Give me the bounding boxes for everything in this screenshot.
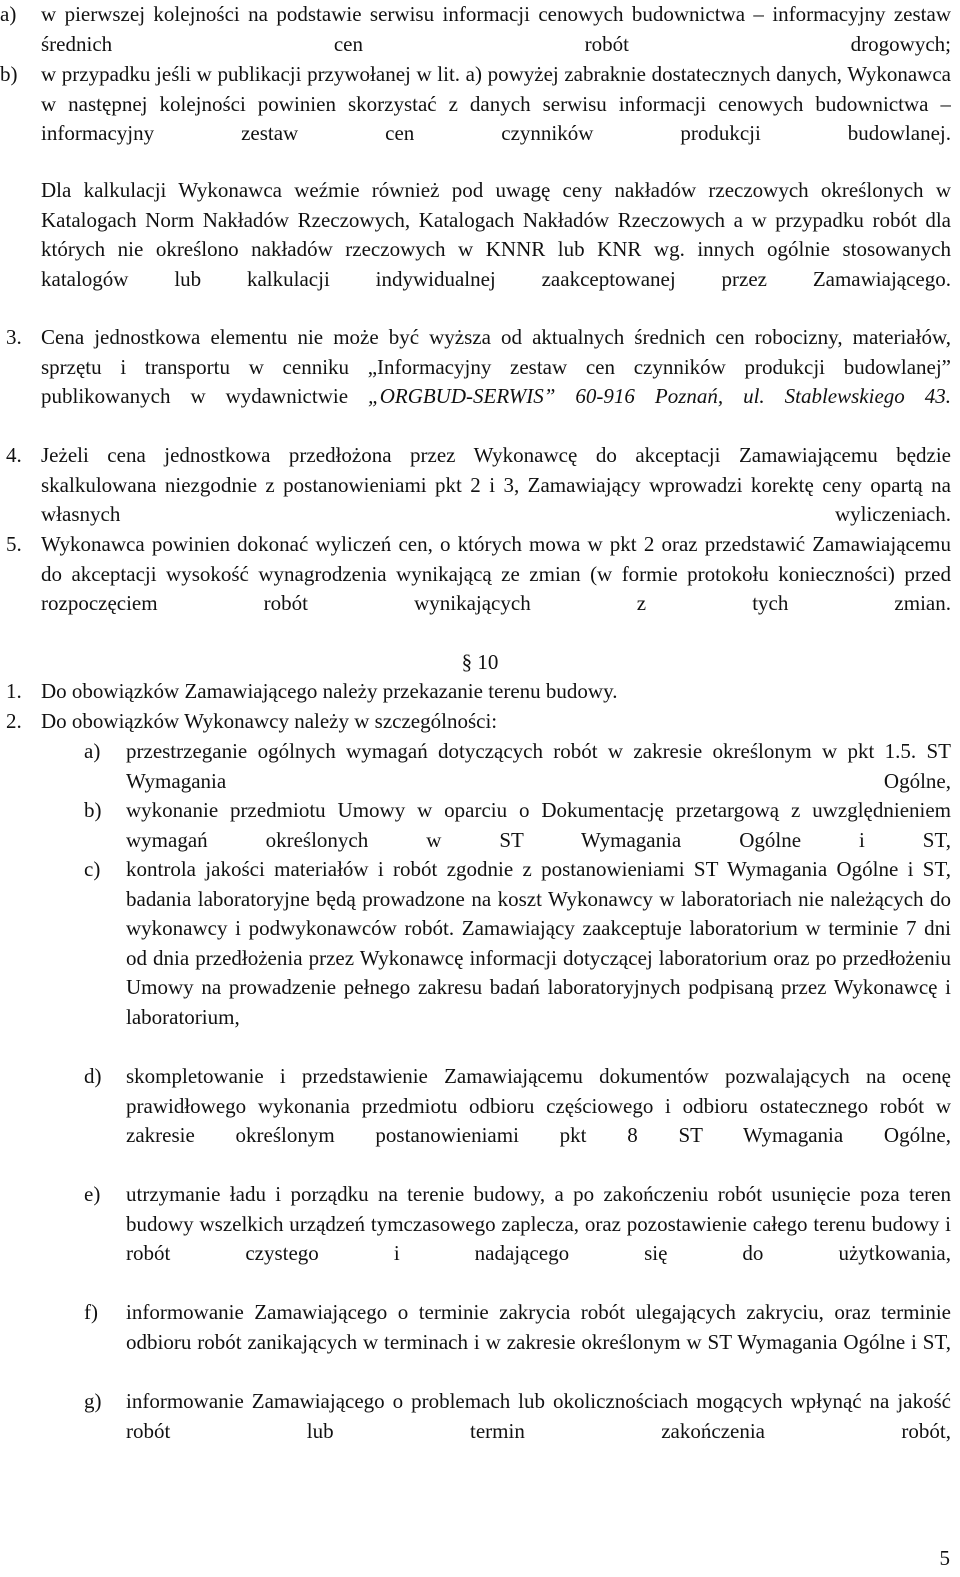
list-text: w przypadku jeśli w publikacji przywołanej w lit. a) powyżej zabraknie dostatecznych danych, Wykonawca w następnej kolejności powinien skorzystać z danych serwisu informacji cenowych budownictwa – informacyjny zestaw cen czynników produkcji budowlanej. [41,62,951,146]
list-label: g) [84,1389,102,1413]
item-text: Cena jednostkowa elementu nie może być wyższa od aktualnych średnich cen robocizny, materiałów, sprzętu i transportu w cenniku „Informacyjny zestaw cen czynników produkcji budowlanej” publikowanych w wydawnictwie „ORGBUD-SERWIS” 60-916 Poznań, ul. Stablewskiego 43. [41,325,951,409]
list-text: skompletowanie i przedstawienie Zamawiającemu dokumentów pozwalających na ocenę prawidłowego wykonania przedmiotu odbioru częściowego i odbioru ostatecznego robót w zakresie określonym postanowieniami pkt 8 ST Wymagania Ogólne, [126,1064,951,1148]
list-label: f) [84,1300,98,1324]
list-text: kontrola jakości materiałów i robót zgodnie z postanowieniami ST Wymagania Ogólne i ST, badania laboratoryjne będą prowadzone na koszt Wykonawcy w laboratoriach nie należących do wykonawcy i podwykonawców robót. Zamawiający zaakceptuje laboratorium w terminie 7 dni od dnia przedłożenia przez Wykonawcę informacji dotyczącej laboratorium oraz po przedłożeniu Umowy na prowadzenie pełnego zakresu badań laboratoryjnych podpisaną przez Wykonawcę i laboratorium, [126,857,951,1029]
list-label: e) [84,1182,101,1206]
item-number: 1. [6,679,22,703]
list-text: wykonanie przedmiotu Umowy w oparciu o Dokumentację przetargową z uwzględnieniem wymagań określonych w ST Wymagania Ogólne i ST, [126,798,951,852]
publisher-address: „ORGBUD-SERWIS” 60-916 Poznań, ul. Stablewskiego 43. [368,384,951,409]
list-label: a) [84,739,101,763]
item-number: 3. [6,325,22,349]
list-label: c) [84,857,101,881]
list-text: informowanie Zamawiającego o terminie zakrycia robót ulegających zakryciu, oraz terminie odbioru robót zanikających w terminach i w zakresie określonym w ST Wymagania Ogólne i ST, [126,1300,951,1354]
list-label: b) [0,62,18,86]
list-text: informowanie Zamawiającego o problemach lub okolicznościach mogących wpłynąć na jakość robót lub termin zakończenia robót, [126,1389,951,1443]
list-label: a) [0,2,17,26]
item-text: Do obowiązków Zamawiającego należy przekazanie terenu budowy. [41,679,618,703]
list-text: w pierwszej kolejności na podstawie serwisu informacji cenowych budownictwa – informacyjny zestaw średnich cen robót drogowych; [41,2,951,56]
list-text: przestrzeganie ogólnych wymagań dotyczących robót w zakresie określonym w pkt 1.5. ST Wymagania Ogólne, [126,739,951,793]
list-text: utrzymanie ładu i porządku na terenie budowy, a po zakończeniu robót usunięcie poza teren budowy wszelkich urządzeń tymczasowego zaplecza, oraz pozostawienie całego terenu budowy i robót czystego i nadającego się do użytkowania, [126,1182,951,1266]
item-text: Wykonawca powinien dokonać wyliczeń cen, o których mowa w pkt 2 oraz przedstawić Zamawiającemu do akceptacji wysokość wynagrodzenia wynikającą ze zmian (w formie protokołu konieczności) przed rozpoczęciem robót wynikających z tych zmian. [41,532,951,616]
page-number: 5 [939,1546,950,1570]
paragraph-kalkulacja: Dla kalkulacji Wykonawca weźmie również pod uwagę ceny nakładów rzeczowych określonych w Katalogach Norm Nakładów Rzeczowych, Katalogach Nakładów Rzeczowych a w przypadku robót dla których nie określono nakładów rzeczowych w KNNR lub KNR wg. innych ogólnie stosowanych katalogów lub kalkulacji indywidualnej zaakceptowanej przez Zamawiającego. [41,178,951,291]
list-label: d) [84,1064,102,1088]
item-text: Do obowiązków Wykonawcy należy w szczególności: [41,709,498,733]
list-label: b) [84,798,102,822]
section-heading: § 10 [461,650,499,674]
item-number: 2. [6,709,22,733]
item-number: 5. [6,532,22,556]
item-number: 4. [6,443,22,467]
item-text: Jeżeli cena jednostkowa przedłożona przez Wykonawcę do akceptacji Zamawiającemu będzie skalkulowana niezgodnie z postanowieniami pkt 2 i 3, Zamawiający wprowadzi korektę ceny opartą na własnych wyliczeniach. [41,443,951,527]
